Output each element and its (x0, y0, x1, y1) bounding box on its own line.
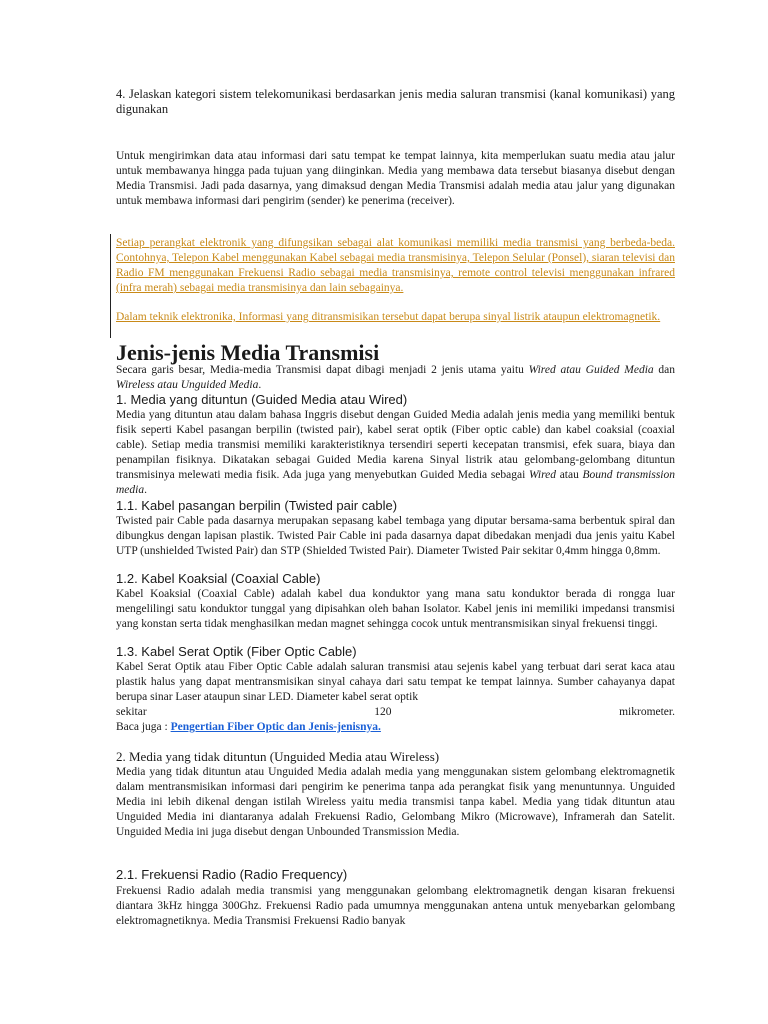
tracked-insertion-sentence: Dalam teknik elektronika, Informasi yang ditransmisikan tersebut dapat berupa sinyal listrik ataupun elektromagnetik. (116, 311, 661, 323)
fiber-last-left: sekitar (116, 706, 147, 718)
tracked-insertion-paragraph: Setiap perangkat elektronik yang difungsikan sebagai alat komunikasi memiliki media transmisi yang berbeda-beda. Contohnya, Telepon Kabel menggunakan Kabel sebagai media transmisinya, Telepon Selular (Ponsel), siaran televisi dan Radio FM menggunakan Frekuensi Radio sebagai media transmisinya, remote control televisi menggunakan infrared (infra merah) sebagai media transmisinya dan lain sebagainya. (116, 237, 675, 294)
radio-frequency-title: 2.1. Frekuensi Radio (Radio Frequency) (116, 867, 348, 882)
guided-media-paragraph (116, 408, 675, 498)
overview-end: . (258, 379, 262, 391)
overview-paragraph (116, 363, 675, 393)
fiber-optic-title: 1.3. Kabel Serat Optik (Fiber Optic Cable) (116, 644, 357, 659)
see-also-line (116, 720, 675, 735)
guided-text: Media yang dituntun atau dalam bahasa Inggris disebut dengan Guided Media adalah jenis media yang memiliki bentuk fisik seperti Kabel pasangan berpilin (twisted pair), kabel serat optik (Fiber optic cable) dan kabel coaksial (coaxial cable). Setiap media transmisi memiliki karakteristiknya tersendiri seperti kecepatan transmisi, efek suara, biaya dan penampilan fisiknya. Dikatakan sebagai Guided Media karena Sinyal listrik atau gelombang-gelombang dituntun transmisinya melewati media fisik. Ada juga yang menyebutkan Guided Media sebagai (116, 409, 675, 481)
overview-conj: dan (653, 364, 675, 376)
question-text: 4. Jelaskan kategori sistem telekomunikasi berdasarkan jenis media saluran transmisi (kanal komunikasi) yang digunakan (116, 87, 675, 117)
twisted-pair-paragraph: Twisted pair Cable pada dasarnya merupakan sepasang kabel tembaga yang diputar bersama-sama berbentuk spiral dan dibungkus dengan lapisan plastik. Twisted Pair Cable ini pada dasarnya dapat dibedakan menjadi dua jenis yaitu Kabel UTP (unshielded Twisted Pair) dan STP (Shielded Twisted Pair). Diameter Twisted Pair sekitar 0,4mm hingga 0,8mm. (116, 515, 675, 557)
fiber-last-right: mikrometer. (619, 706, 675, 718)
see-also-label: Baca juga : (116, 721, 171, 733)
fiber-optic-last-line (116, 705, 675, 720)
unguided-media-title: 2. Media yang tidak dituntun (Unguided Media atau Wireless) (116, 749, 440, 764)
guided-conj: atau (556, 469, 583, 481)
coaxial-paragraph: Kabel Koaksial (Coaxial Cable) adalah kabel dua konduktor yang mana satu konduktor berada di rongga luar mengelilingi satu konduktor tunggal yang dipisahkan oleh bahan Isolator. Kabel jenis ini memiliki impedansi transmisi yang konstan serta tidak menghasilkan medan magnet sehingga cocok untuk mentransmisikan sinyal frekuensi tinggi. (116, 588, 675, 630)
guided-media-title: 1. Media yang dituntun (Guided Media atau Wired) (116, 392, 408, 407)
section-heading: Jenis-jenis Media Transmisi (116, 340, 380, 365)
unguided-media-paragraph: Media yang tidak dituntun atau Unguided Media adalah media yang menggunakan sistem gelombang elektromagnetik dalam mentransmisikan informasi dari pengirim ke penerima tanpa ada perangkat fisik yang menuntunnya. Unguided Media ini lebih dikenal dengan istilah Wireless yaitu media transmisi tanpa kabel. Media yang tidak dituntun atau Unguided Media ini diantaranya adalah Frekuensi Radio, Gelombang Mikro (Microwave), Inframerah dan Satelit. Unguided Media ini juga disebut dengan Unbounded Transmission Media. (116, 766, 675, 838)
fiber-last-mid: 120 (374, 706, 392, 718)
coaxial-title: 1.2. Kabel Koaksial (Coaxial Cable) (116, 571, 321, 586)
twisted-pair-title: 1.1. Kabel pasangan berpilin (Twisted pair cable) (116, 498, 398, 513)
intro-paragraph: Untuk mengirimkan data atau informasi dari satu tempat ke tempat lainnya, kita memperlukan suatu media atau jalur untuk membawanya hingga pada tujuan yang diinginkan. Media yang membawa data tersebut biasanya disebut dengan Media Transmisi. Jadi pada dasarnya, yang dimaksud dengan Media Transmisi adalah media atau jalur yang digunakan untuk membawa informasi dari pengirim (sender) ke penerima (receiver). (116, 150, 675, 207)
wired-term: Wired atau Guided Media (528, 364, 654, 376)
guided-bound-term: Bound transmission media (116, 469, 675, 496)
track-change-bar (110, 234, 111, 338)
overview-text: Secara garis besar, Media-media Transmisi dapat dibagi menjadi 2 jenis utama yaitu (116, 364, 529, 376)
guided-end: . (144, 484, 147, 496)
fiber-optic-paragraph: Kabel Serat Optik atau Fiber Optic Cable adalah saluran transmisi atau sejenis kabel yang terbuat dari serat kaca atau plastik halus yang dapat mentransmisikan sinyal cahaya dari satu tempat ke tempat lainnya. Sumber cahayanya dapat berupa sinar Laser ataupun sinar LED. Diameter kabel serat optik (116, 661, 675, 703)
radio-frequency-paragraph: Frekuensi Radio adalah media transmisi yang menggunakan gelombang elektromagnetik dengan kisaran frekuensi diantara 3kHz hingga 300Ghz. Frekuensi Radio pada umumnya menggunakan antena untuk menyebarkan gelombang elektromagnetiknya. Media Transmisi Frekuensi Radio banyak (116, 885, 675, 927)
wireless-term: Wireless atau Unguided Media (116, 379, 259, 391)
fiber-optic-link[interactable]: Pengertian Fiber Optic dan Jenis-jenisnya. (170, 721, 381, 733)
guided-wired-term: Wired (528, 469, 557, 481)
